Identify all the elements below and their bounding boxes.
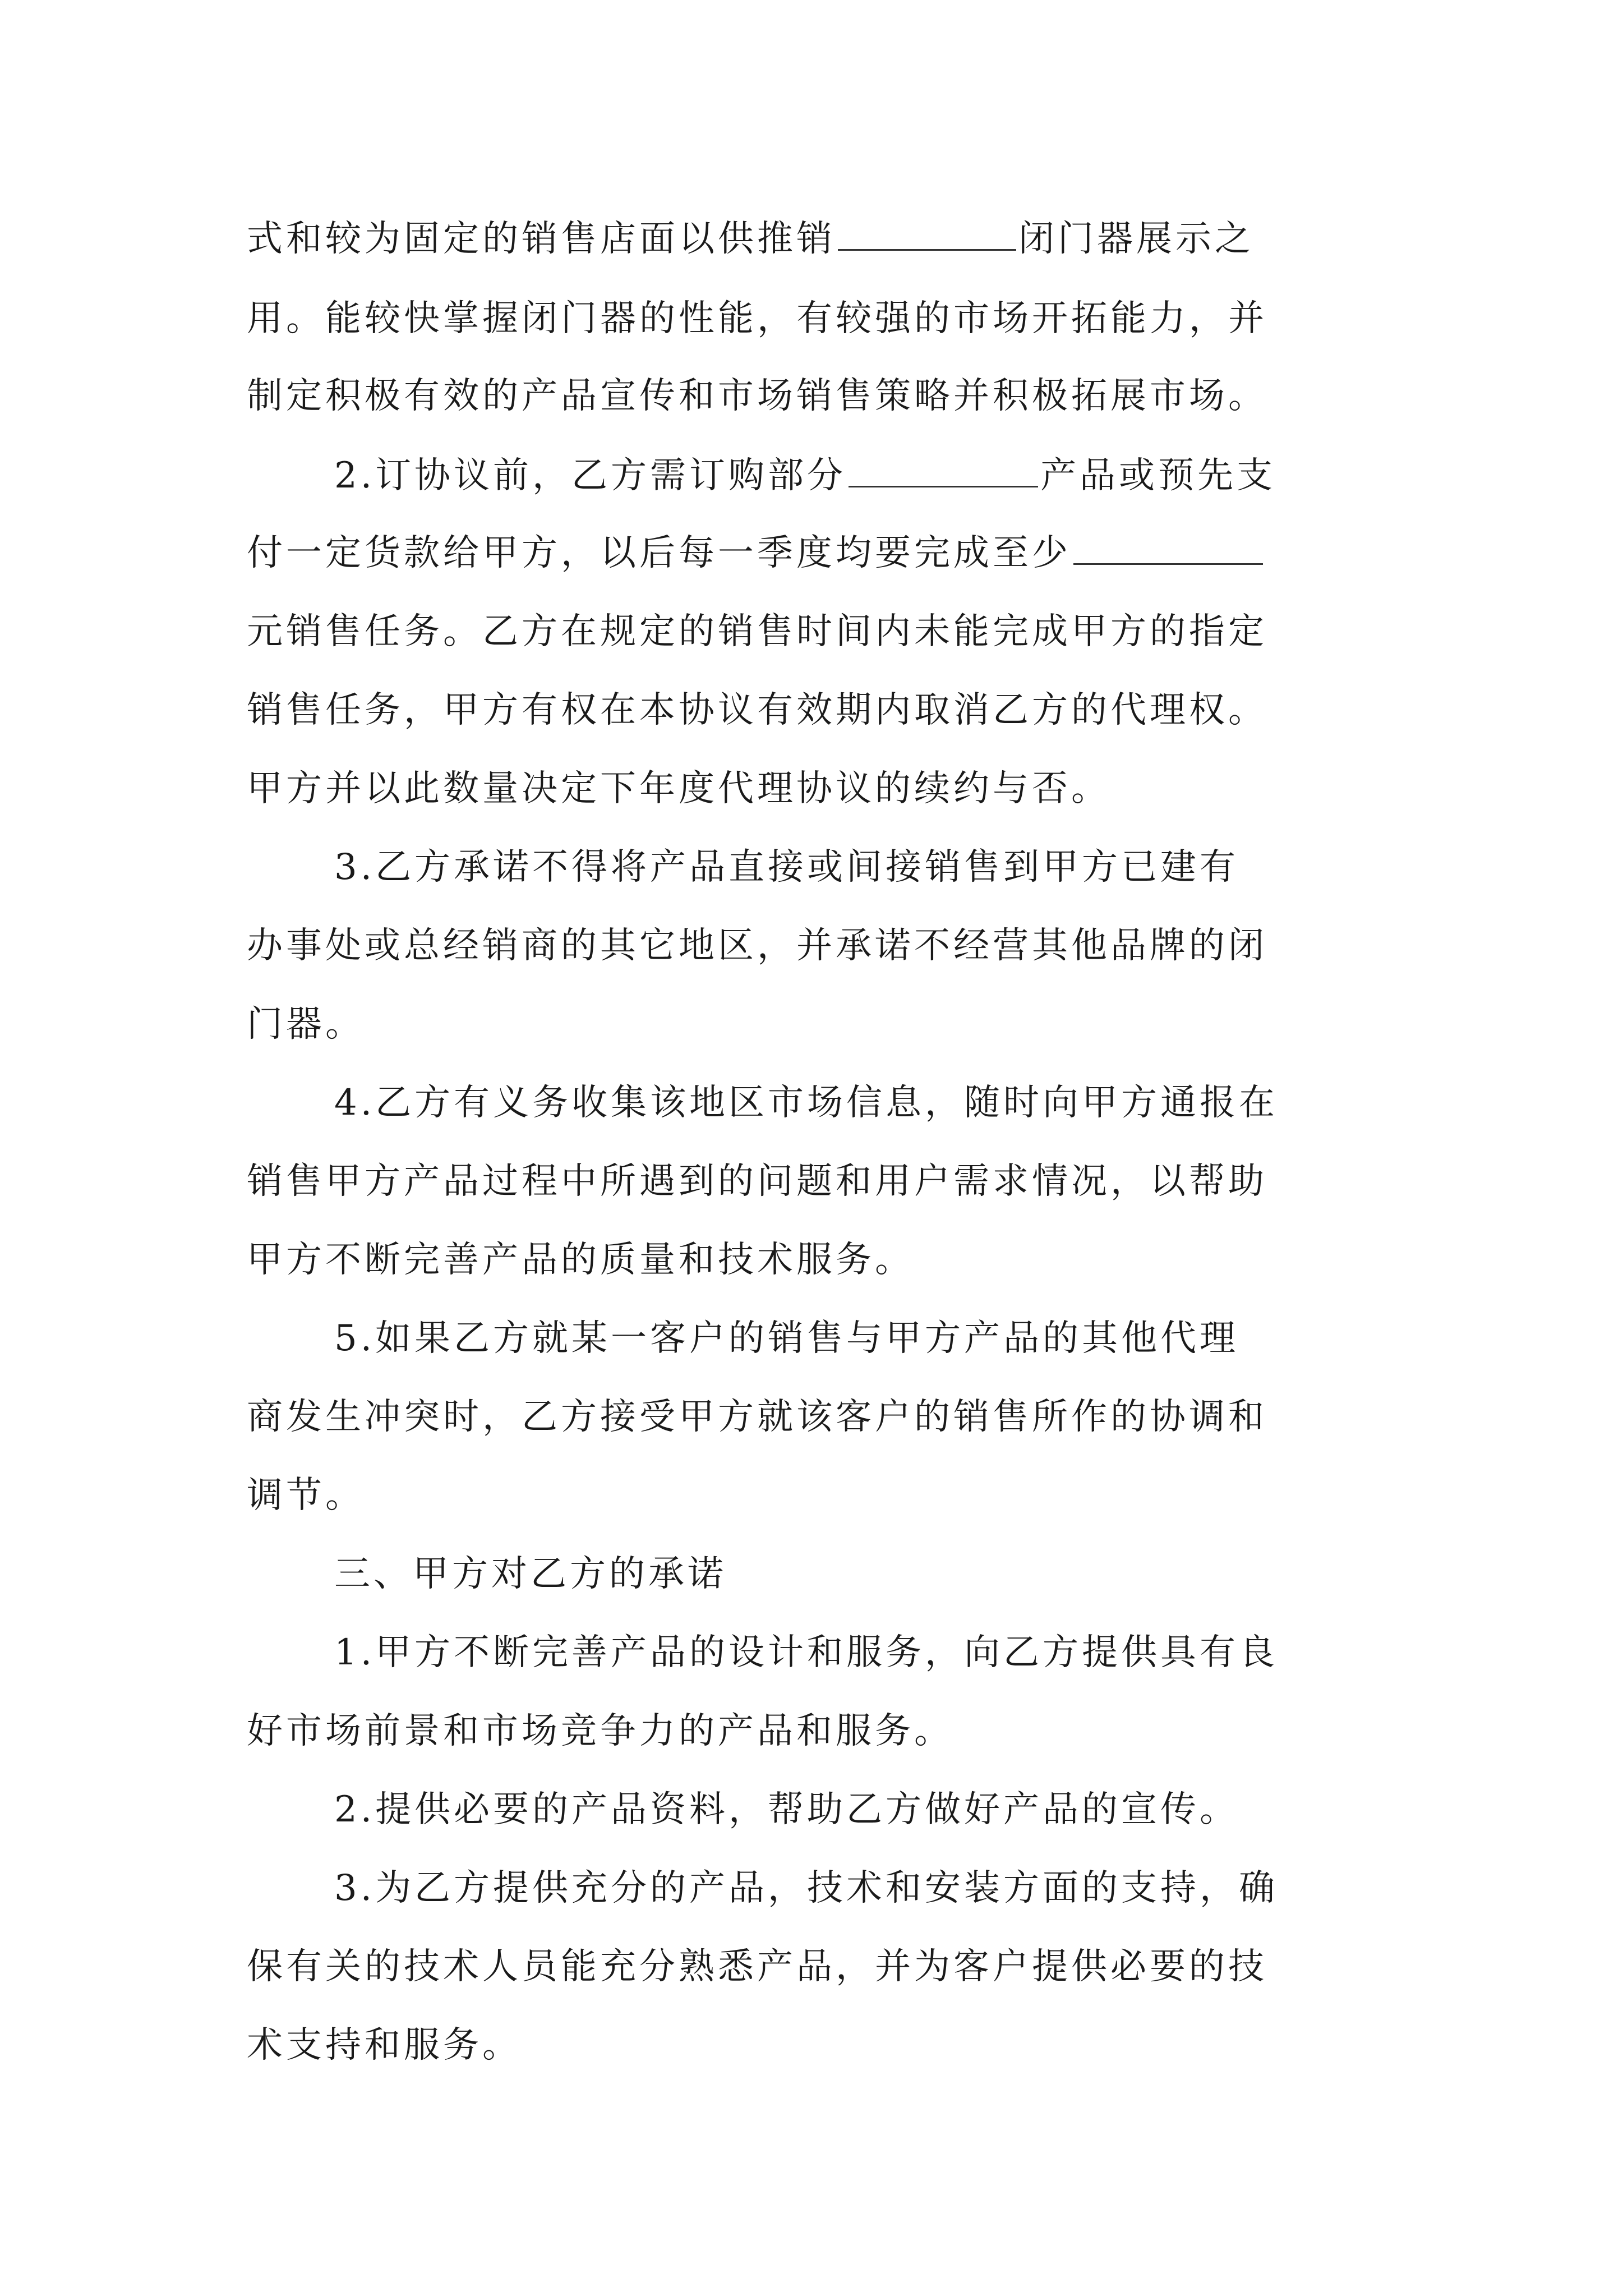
- section-heading: 三、甲方对乙方的承诺: [334, 1553, 727, 1595]
- text-line: 2.提供必要的产品资料，帮助乙方做好产品的宣传。: [334, 1789, 1239, 1830]
- text-line: 销售任务，甲方有权在本协议有效期内取消乙方的代理权。: [247, 689, 1267, 731]
- text-line: 3.为乙方提供充分的产品，技术和安装方面的支持，确: [334, 1867, 1279, 1909]
- text-line: 1.甲方不断完善产品的设计和服务，向乙方提供具有良: [334, 1632, 1279, 1673]
- text-line: 调节。: [247, 1475, 365, 1516]
- text-line: 甲方不断完善产品的质量和技术服务。: [247, 1239, 914, 1281]
- text-line: 保有关的技术人员能充分熟悉产品，并为客户提供必要的技: [247, 1946, 1267, 1987]
- fill-in-blank: [849, 454, 1038, 487]
- fill-in-blank: [1073, 532, 1263, 565]
- text-line: 制定积极有效的产品宣传和市场销售策略并积极拓展市场。: [247, 375, 1267, 417]
- text-line: 甲方并以此数量决定下年度代理协议的续约与否。: [247, 768, 1110, 809]
- text-line: 元销售任务。乙方在规定的销售时间内未能完成甲方的指定: [247, 611, 1267, 652]
- text-line: 5.如果乙方就某一客户的销售与甲方产品的其他代理: [334, 1318, 1239, 1359]
- text-line: 术支持和服务。: [247, 2024, 522, 2066]
- text-segment: 产品或预先支: [1040, 455, 1276, 496]
- text-line: 4.乙方有义务收集该地区市场信息，随时向甲方通报在: [334, 1082, 1279, 1124]
- text-line: 办事处或总经销商的其它地区，并承诺不经营其他品牌的闭: [247, 925, 1267, 967]
- text-segment: 2.订协议前，乙方需订购部分: [334, 455, 847, 496]
- text-line: [247, 531, 1265, 576]
- text-line: 销售甲方产品过程中所遇到的问题和用户需求情况，以帮助: [247, 1161, 1267, 1202]
- text-line: 3.乙方承诺不得将产品直接或间接销售到甲方已建有: [334, 846, 1239, 888]
- text-segment: 付一定货款给甲方，以后每一季度均要完成至少: [247, 532, 1071, 574]
- text-segment: 式和较为固定的销售店面以供推销: [247, 218, 836, 260]
- text-line: 门器。: [247, 1004, 365, 1045]
- text-line: 商发生冲突时，乙方接受甲方就该客户的销售所作的协调和: [247, 1396, 1267, 1438]
- text-segment: 闭门器展示之: [1018, 218, 1254, 260]
- text-line: 用。能较快掌握闭门器的性能，有较强的市场开拓能力，并: [247, 298, 1267, 339]
- text-line: [334, 453, 1276, 498]
- text-line: [247, 217, 1254, 261]
- text-line: 好市场前景和市场竞争力的产品和服务。: [247, 1710, 953, 1752]
- fill-in-blank: [838, 218, 1016, 251]
